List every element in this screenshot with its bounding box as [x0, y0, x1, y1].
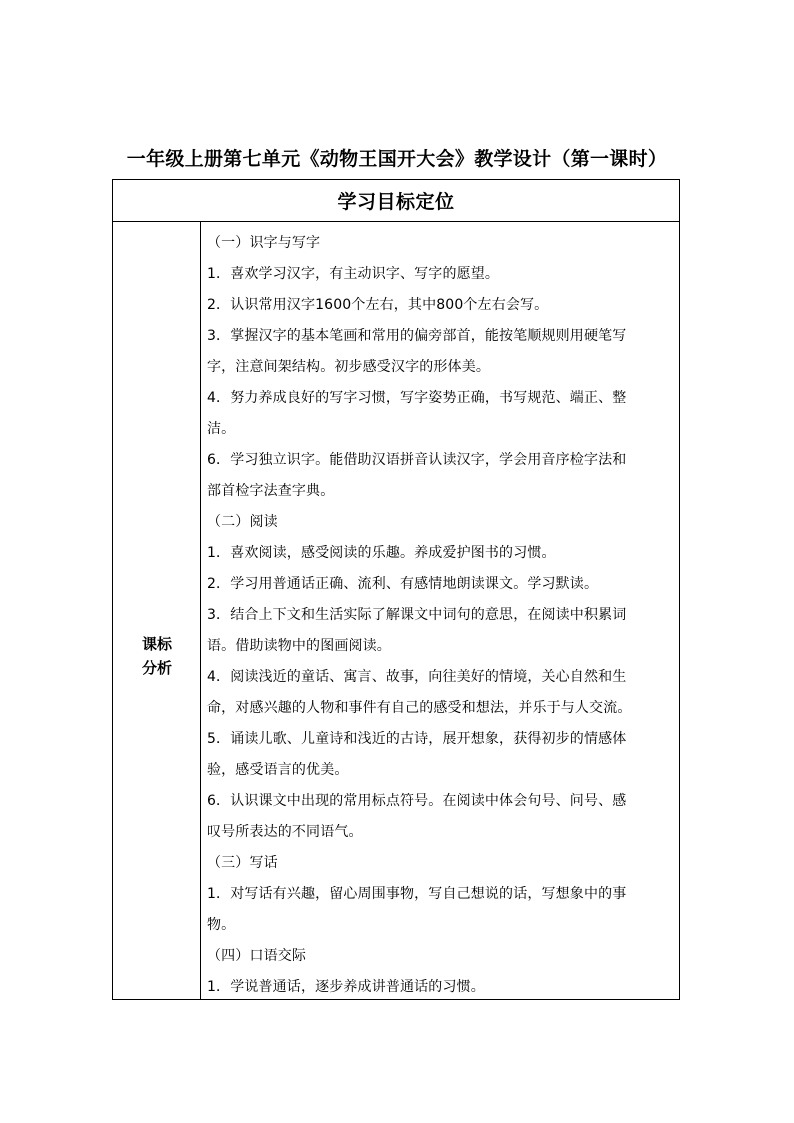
text-line: 1．对写话有兴趣，留心周围事物，写自己想说的话，写想象中的事 [207, 886, 627, 902]
table-header: 学习目标定位 [113, 180, 679, 222]
document-title: 一年级上册第七单元《动物王国开大会》教学设计（第一课时） [126, 148, 668, 170]
text-line: （一）识字与写字 [207, 235, 321, 251]
text-line: 命，对感兴趣的人物和事件有自己的感受和想法，并乐于与人交流。 [207, 700, 632, 716]
row-label-cell [113, 222, 201, 999]
standards-text [207, 228, 675, 1003]
text-line: 洁。 [207, 421, 236, 437]
text-line: 1．喜欢阅读，感受阅读的乐趣。养成爱护图书的习惯。 [207, 545, 556, 561]
text-line: 1．学说普通话，逐步养成讲普通话的习惯。 [207, 979, 485, 995]
text-line: 叹号所表达的不同语气。 [207, 824, 363, 840]
text-line: 3．掌握汉字的基本笔画和常用的偏旁部首，能按笔顺规则用硬笔写 [207, 328, 627, 344]
text-line: 4．努力养成良好的写字习惯，写字姿势正确，书写规范、端正、整 [207, 390, 627, 406]
text-line: （二）阅读 [207, 514, 278, 530]
row-label-line: 课标 [141, 635, 172, 653]
text-line: （四）口语交际 [207, 948, 307, 964]
text-line: 6．认识课文中出现的常用标点符号。在阅读中体会句号、问号、感 [207, 793, 627, 809]
text-line: 2．学习用普通话正确、流利、有感情地朗读课文。学习默读。 [207, 576, 599, 592]
text-line: 5．诵读儿歌、儿童诗和浅近的古诗，展开想象，获得初步的情感体 [207, 731, 627, 747]
text-line: 2．认识常用汉字1600个左右，其中800个左右会写。 [207, 297, 549, 313]
text-line: 语。借助读物中的图画阅读。 [207, 638, 391, 654]
row-label-line: 分析 [141, 659, 172, 677]
text-line: 字，注意间架结构。初步感受汉字的形体美。 [207, 359, 490, 375]
text-line: 4．阅读浅近的童话、寓言、故事，向往美好的情境，关心自然和生 [207, 669, 627, 685]
text-line: 部首检字法查字典。 [207, 483, 335, 499]
text-line: 验，感受语言的优美。 [207, 762, 349, 778]
lesson-design-table [112, 179, 680, 1000]
text-line: 6．学习独立识字。能借助汉语拼音认读汉字，学会用音序检字法和 [207, 452, 627, 468]
text-line: （三）写话 [207, 855, 278, 871]
row-label [113, 632, 201, 680]
content-cell [201, 222, 679, 999]
text-line: 1．喜欢学习汉字，有主动识字、写字的愿望。 [207, 266, 500, 282]
text-line: 物。 [207, 917, 236, 933]
text-line: 3．结合上下文和生活实际了解课文中词句的意思，在阅读中积累词 [207, 607, 627, 623]
